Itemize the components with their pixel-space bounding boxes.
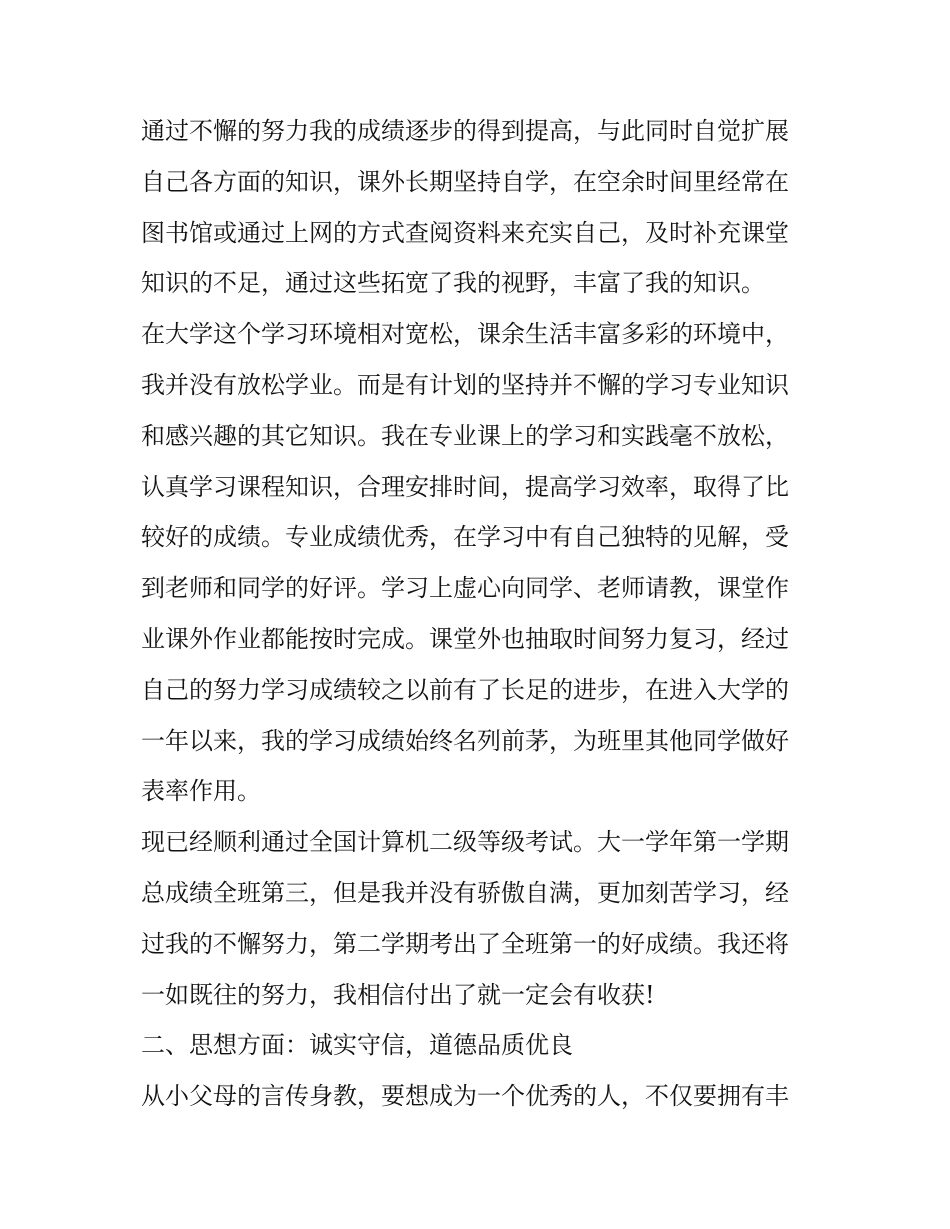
- document-body: [141, 106, 813, 1122]
- text-line: 自己的努力学习成绩较之以前有了长足的进步，在进入大学的: [141, 675, 789, 704]
- text-line: 较好的成绩。专业成绩优秀，在学习中有自己独特的见解，受: [141, 523, 789, 552]
- text-line: 总成绩全班第三，但是我并没有骄傲自满，更加刻苦学习，经: [141, 878, 789, 907]
- text-line: 认真学习课程知识，合理安排时间，提高学习效率，取得了比: [141, 472, 789, 501]
- text-line: 到老师和同学的好评。学习上虚心向同学、老师请教，课堂作: [141, 574, 789, 603]
- text-line: 知识的不足，通过这些拓宽了我的视野，丰富了我的知识。: [141, 269, 765, 298]
- text-line: 图书馆或通过上网的方式查阅资料来充实自己，及时补充课堂: [141, 218, 789, 247]
- text-line: 在大学这个学习环境相对宽松，课余生活丰富多彩的环境中，: [141, 320, 789, 349]
- text-line: 和感兴趣的其它知识。我在专业课上的学习和实践毫不放松，: [141, 421, 789, 450]
- text-line: 表率作用。: [141, 777, 261, 806]
- text-line: 一年以来，我的学习成绩始终名列前茅，为班里其他同学做好: [141, 726, 789, 755]
- text-line: 通过不懈的努力我的成绩逐步的得到提高，与此同时自觉扩展: [141, 117, 789, 145]
- text-line: 一如既往的努力，我相信付出了就一定会有收获!: [141, 980, 655, 1009]
- text-line: 自己各方面的知识，课外长期坚持自学，在空余时间里经常在: [141, 167, 789, 196]
- text-line: 业课外作业都能按时完成。课堂外也抽取时间努力复习，经过: [141, 624, 789, 653]
- text-line: 过我的不懈努力，第二学期考出了全班第一的好成绩。我还将: [141, 929, 789, 958]
- text-line: 我并没有放松学业。而是有计划的坚持并不懈的学习专业知识: [141, 370, 789, 399]
- section-heading: 二、思想方面：诚实守信，道德品质优良: [141, 1031, 573, 1060]
- text-line: 从小父母的言传身教，要想成为一个优秀的人，不仅要拥有丰: [141, 1082, 789, 1111]
- text-line: 现已经顺利通过全国计算机二级等级考试。大一学年第一学期: [141, 828, 789, 857]
